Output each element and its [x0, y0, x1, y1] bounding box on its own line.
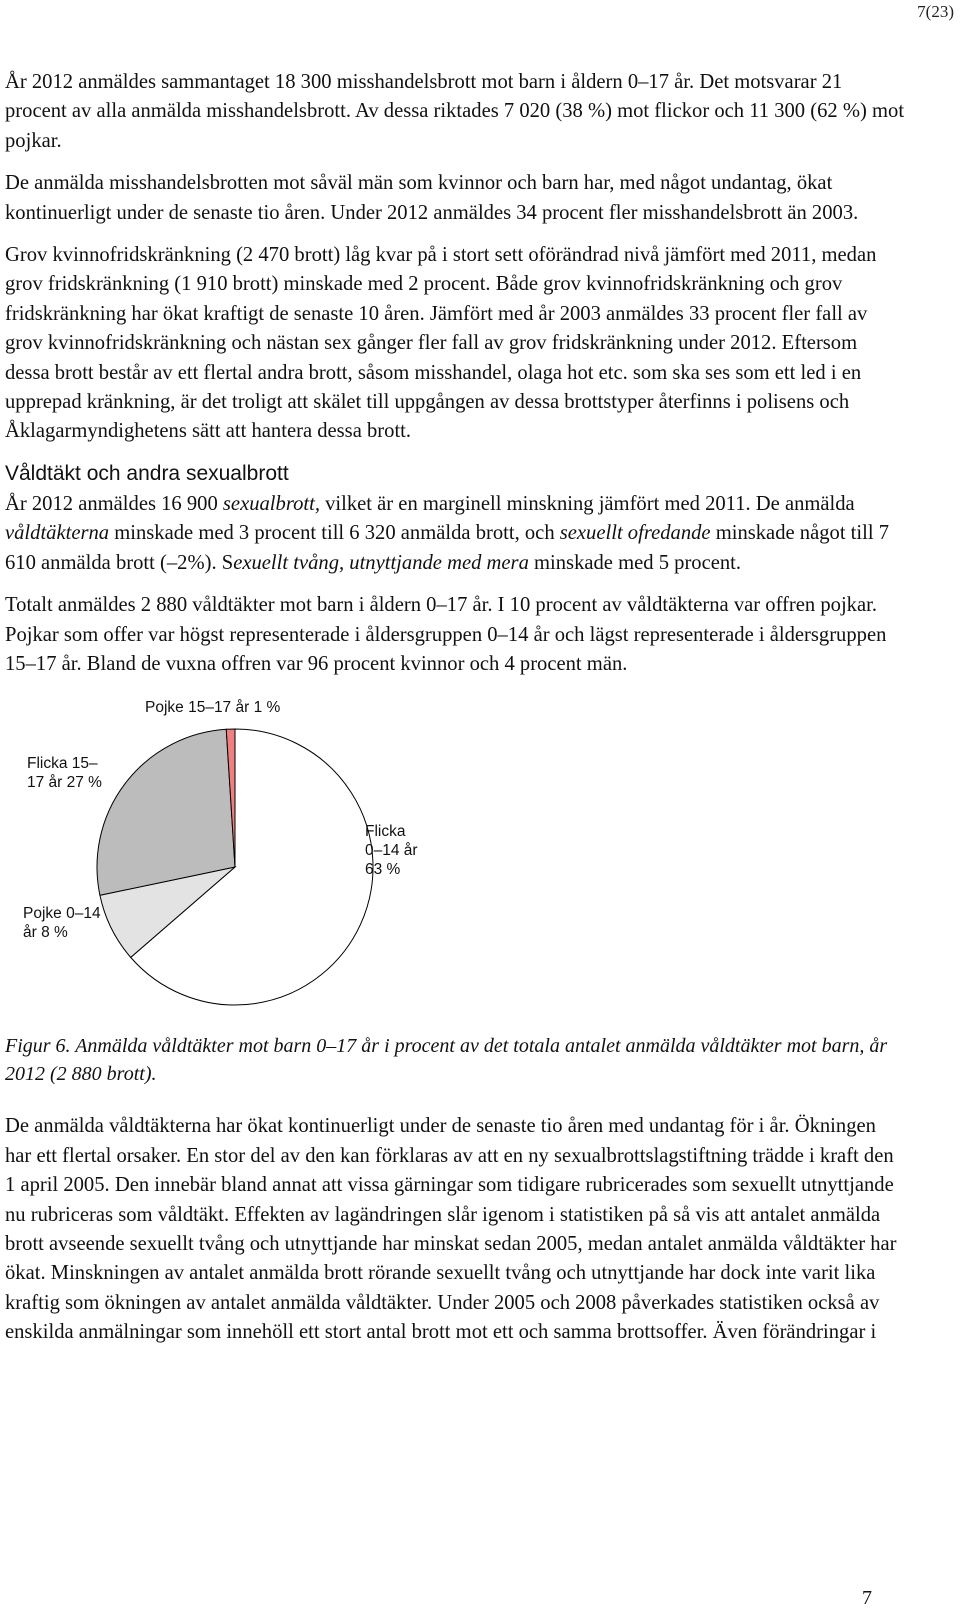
- slice-pojke-15-17-label: [145, 699, 281, 716]
- section-heading: Våldtäkt och andra sexualbrott: [5, 461, 289, 485]
- pie-chart: [5, 692, 905, 1032]
- p4-text-1: År 2012 anmäldes 16 900: [5, 492, 223, 515]
- document-body: [5, 68, 905, 1361]
- label-line: 17 år 27 %: [27, 774, 102, 792]
- slice-flicka-15-17: [97, 730, 235, 896]
- p4-text-5: minskade med 5 procent.: [528, 551, 742, 574]
- label-line: 0–14 år: [365, 842, 418, 860]
- p4-italic-2: våldtäkterna: [5, 522, 110, 545]
- pie-chart-figure: [5, 692, 905, 1032]
- slice-flicka-0-14-label: [365, 823, 418, 878]
- label-line: Pojke 0–14: [23, 905, 101, 923]
- paragraph-1: År 2012 anmäldes sammantaget 18 300 misshandelsbrott mot barn i åldern 0–17 år. Det motsvarar 21 procent av alla anmälda misshandelsbrott. Av dessa riktades 7 020 (38 %) mot flickor och 11 300 (62 %) mot pojkar.: [5, 71, 905, 152]
- p4-text-3: minskade med 3 procent till 6 320 anmälda brott, och: [109, 522, 560, 545]
- paragraph-4: [5, 490, 905, 578]
- slice-pojke-0-14-label: [23, 905, 101, 941]
- p4-italic-4: exuellt tvång, utnyttjande med mera: [233, 551, 529, 574]
- p4-text-2: vilket är en marginell minskning jämfört med 2011. De anmälda: [319, 492, 855, 515]
- label-line: 63 %: [365, 861, 401, 879]
- figure-caption: Figur 6. Anmälda våldtäkter mot barn 0–17 år i procent av det totala antalet anmälda våldtäkter mot barn, år 2012 (2 880 brott).: [5, 1035, 888, 1086]
- page-number: 7: [862, 1587, 872, 1609]
- p4-text-4: minskade något till 7 610 anmälda brott (–2%). S: [5, 522, 890, 574]
- label-line: Flicka: [365, 823, 406, 841]
- label-line: Flicka 15–: [27, 755, 98, 773]
- paragraph-3: Grov kvinnofridskränkning (2 470 brott) låg kvar på i stort sett oförändrad nivå jämfört med 2011, medan grov fridskränkning (1 910 brott) minskade med 2 procent. Både grov kvinnofridskränkning och grov fridskränkning har ökat kraftigt de senaste 10 åren. Jämfört med år 2003 anmäldes 33 procent fler fall av grov kvinnofridskränkning och nästan sex gånger fler fall av grov fridskränkning under 2012. Eftersom dessa brott består av ett flertal andra brott, såsom misshandel, olaga hot etc. som ska ses som ett led i en upprepad kränkning, är det troligt att skälet till uppgången av dessa brottstyper återfinns i polisens och Åklagarmyndighetens sätt att hantera dessa brott.: [5, 244, 877, 443]
- p4-italic-3: sexuellt ofredande: [559, 522, 711, 545]
- slice-flicka-15-17-label: [27, 755, 102, 791]
- paragraph-6: De anmälda våldtäkterna har ökat kontinuerligt under de senaste tio åren med undantag för i år. Ökningen har ett flertal orsaker. En stor del av den kan förklaras av att en ny sexualbrottslagstiftning trädde i kraft den 1 april 2005. Den innebär bland annat att vissa gärningar som tidigare rubricerades som sexuellt utnyttjande nu rubriceras som våldtäkt. Effekten av lagändringen slår igenom i statistiken på så vis att antalet anmälda brott avseende sexuellt tvång och utnyttjande har minskat sedan 2005, medan antalet anmälda våldtäkter har ökat. Minskningen av antalet anmälda brott rörande sexuellt tvång och utnyttjande har dock inte varit lika kraftig som ökningen av antalet anmälda våldtäkter. Under 2005 och 2008 påverkades statistiken också av enskilda anmälningar som innehöll ett stort antal brott mot ett och samma brottsoffer. Även förändringar i: [5, 1115, 897, 1344]
- p4-italic-1: sexualbrott,: [222, 492, 320, 515]
- label-line: år 8 %: [23, 924, 68, 942]
- label-line: Pojke 15–17 år 1 %: [145, 699, 281, 717]
- page-indicator: 7(23): [917, 2, 954, 21]
- paragraph-5: Totalt anmäldes 2 880 våldtäkter mot barn i åldern 0–17 år. I 10 procent av våldtäkterna var offren pojkar. Pojkar som offer var högst representerade i åldersgruppen 0–14 år och lägst representerade i åldersgruppen 15–17 år. Bland de vuxna offren var 96 procent kvinnor och 4 procent män.: [5, 594, 887, 675]
- paragraph-2: De anmälda misshandelsbrotten mot såväl män som kvinnor och barn har, med något undantag, ökat kontinuerligt under de senaste tio åren. Under 2012 anmäldes 34 procent fler misshandelsbrott än 2003.: [5, 172, 859, 224]
